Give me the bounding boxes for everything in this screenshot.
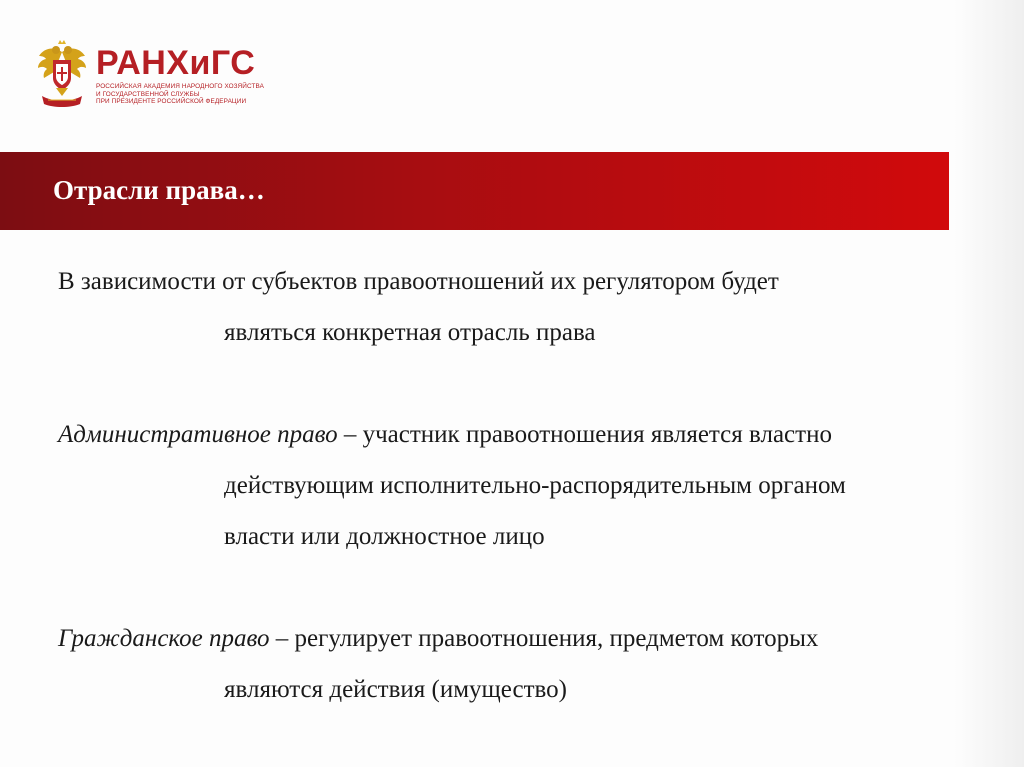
- paragraph-administrative-law: [58, 409, 948, 562]
- paragraph-first-line: [58, 256, 948, 307]
- title-band: [0, 152, 949, 230]
- double-headed-eagle-emblem-icon: [36, 40, 88, 108]
- paragraph-continuation-line: являться конкретная отрасль права: [224, 319, 596, 346]
- term-administrative-law: Административное право: [58, 421, 338, 448]
- ranepa-logo: [36, 40, 264, 112]
- paragraph-civil-law: [58, 613, 948, 715]
- paragraph-text: В зависимости от субъектов правоотношений их регулятором будет: [58, 268, 779, 295]
- term-civil-law: Гражданское право: [58, 625, 270, 652]
- paragraph-text: – регулирует правоотношения, предметом которых: [269, 625, 819, 652]
- logo-subtitle-line: РОССИЙСКАЯ АКАДЕМИЯ НАРОДНОГО ХОЗЯЙСТВА: [96, 83, 264, 90]
- paragraph-first-line: [58, 409, 948, 460]
- logo-name: РАНХиГС: [96, 44, 256, 82]
- slide-edge-shadow: [954, 0, 1024, 767]
- logo-subtitle: [96, 83, 266, 106]
- paragraph-continuation-line: действующим исполнительно-распорядительным органом: [224, 472, 846, 499]
- logo-subtitle-line: И ГОСУДАРСТВЕННОЙ СЛУЖБЫ: [96, 90, 200, 98]
- paragraph-text: – участник правоотношения является властно: [337, 421, 832, 448]
- logo-subtitle-line: ПРИ ПРЕЗИДЕНТЕ РОССИЙСКОЙ ФЕДЕРАЦИИ: [96, 98, 247, 106]
- paragraph-first-line: [58, 613, 948, 664]
- slide-body: [58, 256, 948, 715]
- paragraph-intro: [58, 256, 948, 358]
- paragraph-continuation-line: власти или должностное лицо: [224, 523, 545, 550]
- paragraph-continuation-line: являются действия (имущество): [224, 676, 567, 703]
- slide-title: Отрасли права…: [53, 175, 265, 205]
